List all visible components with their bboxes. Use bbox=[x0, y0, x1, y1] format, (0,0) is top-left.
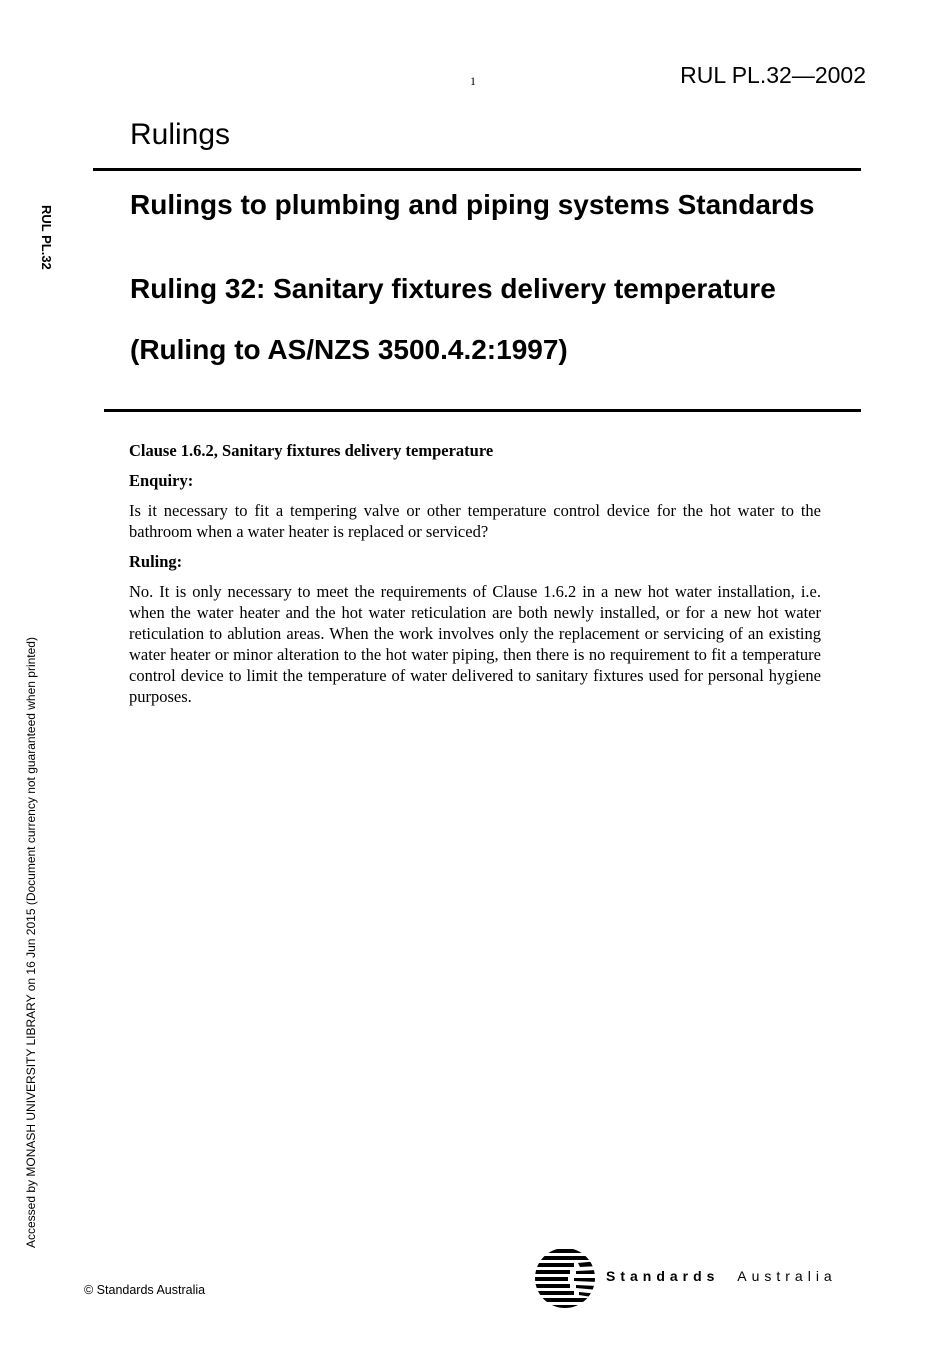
ruling-heading: Ruling: bbox=[129, 552, 183, 571]
clause-heading: Clause 1.6.2, Sanitary fixtures delivery temperature bbox=[129, 441, 494, 460]
ruling-subtitle: (Ruling to AS/NZS 3500.4.2:1997) bbox=[130, 334, 568, 365]
standards-australia-logo-icon bbox=[534, 1247, 598, 1309]
document-code: RUL PL.32—2002 bbox=[680, 62, 866, 88]
bottom-divider bbox=[104, 409, 861, 412]
standards-australia-wordmark bbox=[606, 1268, 837, 1284]
ruling-title: Ruling 32: Sanitary fixtures delivery temperature bbox=[130, 273, 776, 304]
main-title: Rulings to plumbing and piping systems Standards bbox=[130, 189, 815, 220]
page-number: 1 bbox=[470, 74, 476, 88]
section-label: Rulings bbox=[130, 118, 231, 151]
top-divider bbox=[93, 168, 861, 171]
ruling-text: No. It is only necessary to meet the requirements of Clause 1.6.2 in a new hot water installation, i.e. when the water heater and the hot water reticulation are both newly installed, or for a new hot water reticulation to ablution areas. When the work involves only the replacement or servicing of an existing water heater or minor alteration to the hot water piping, then there is no requirement to fit a temperature control device to limit the temperature of water delivered to sanitary fixtures used for personal hygiene purposes. bbox=[129, 582, 821, 706]
logo-word-australia: Australia bbox=[737, 1268, 837, 1284]
logo-word-standards: Standards bbox=[606, 1268, 720, 1284]
ruling-body bbox=[129, 440, 821, 707]
side-document-label: RUL PL.32 bbox=[39, 205, 54, 270]
copyright-notice: © Standards Australia bbox=[84, 1283, 206, 1297]
access-notice: Accessed by MONASH UNIVERSITY LIBRARY on 16 Jun 2015 (Document currency not guaranteed when printed) bbox=[24, 637, 38, 1248]
enquiry-heading: Enquiry: bbox=[129, 471, 194, 490]
enquiry-text: Is it necessary to fit a tempering valve or other temperature control device for the hot water to the bathroom when a water heater is replaced or serviced? bbox=[129, 501, 821, 541]
